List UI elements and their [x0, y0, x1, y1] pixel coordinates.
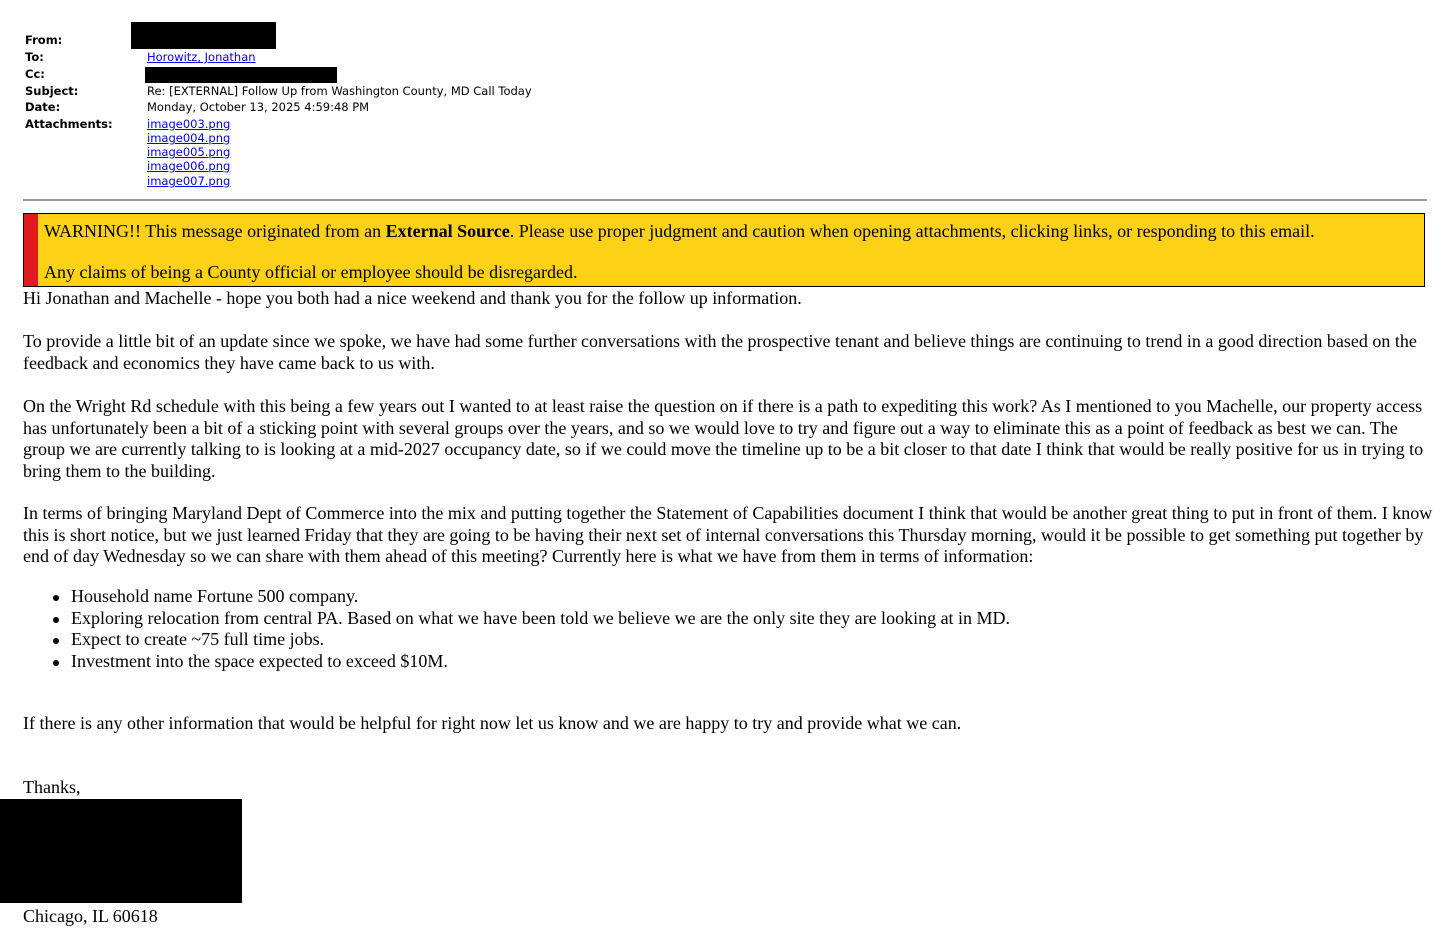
cc-label: Cc:	[25, 67, 45, 81]
attachment-link[interactable]: image005.png	[147, 145, 231, 159]
header-divider	[23, 199, 1427, 201]
subject-label: Subject:	[25, 84, 79, 98]
warning-accent-bar	[24, 214, 38, 286]
signature-location: Chicago, IL 60618	[23, 906, 158, 926]
redacted-cc	[145, 67, 337, 83]
email-paragraph-2: On the Wright Rd schedule with this being a few years out I wanted to at least raise the question on if there is a path to expediting this work? As I mentioned to you Machelle, our property access has unfortunately been a bit of a sticking point with several groups over the years, and so we would love to try and figure out a way to eliminate this as a point of feedback as best we can. The group we are currently talking to is looking at a mid-2027 occupancy date, so if we could move the timeline up to be a bit closer to that date I think that would be really positive for us in trying to bring them to the building.	[23, 396, 1424, 481]
external-warning-banner	[23, 213, 1425, 287]
attachment-link[interactable]: image004.png	[147, 131, 231, 145]
list-item: Household name Fortune 500 company.	[23, 586, 1010, 608]
to-label: To:	[25, 50, 44, 64]
attachment-link[interactable]: image003.png	[147, 117, 231, 131]
email-greeting: Hi Jonathan and Machelle - hope you both had a nice weekend and thank you for the follow up information.	[23, 288, 802, 308]
subject-value: Re: [EXTERNAL] Follow Up from Washington County, MD Call Today	[147, 84, 532, 98]
warning-line-2: Any claims of being a County official or employee should be disregarded.	[44, 262, 578, 282]
date-value: Monday, October 13, 2025 4:59:48 PM	[147, 100, 370, 114]
warning-line-1: WARNING!! This message originated from an External Source. Please use proper judgment and caution when opening attachments, clicking links, or responding to this email.	[44, 221, 1315, 241]
to-recipient-link[interactable]: Horowitz, Jonathan	[147, 50, 256, 64]
list-item: Investment into the space expected to exceed $10M.	[23, 651, 1010, 673]
date-label: Date:	[25, 100, 61, 114]
attachment-link[interactable]: image006.png	[147, 159, 231, 173]
list-item: Expect to create ~75 full time jobs.	[23, 629, 1010, 651]
list-item: Exploring relocation from central PA. Based on what we have been told we believe we are the only site they are looking at in MD.	[23, 608, 1010, 630]
attachments-label: Attachments:	[25, 117, 113, 131]
attachment-link[interactable]: image007.png	[147, 174, 231, 188]
warning-bold-text: External Source	[385, 221, 510, 241]
from-label: From:	[25, 33, 63, 47]
email-paragraph-3: In terms of bringing Maryland Dept of Commerce into the mix and putting together the Statement of Capabilities document I think that would be another great thing to put in front of them. I know this is short notice, but we just learned Friday that they are going to be having their next set of internal conversations this Thursday morning, would it be possible to get something put together by end of day Wednesday so we can share with them ahead of this meeting? Currently here is what we have from them in terms of information:	[23, 503, 1433, 566]
email-closing: Thanks,	[23, 777, 81, 797]
email-paragraph-1: To provide a little bit of an update since we spoke, we have had some further conversations with the prospective tenant and believe things are continuing to trend in a good direction based on the feedback and economics they have came back to us with.	[23, 331, 1417, 373]
email-paragraph-4: If there is any other information that would be helpful for right now let us know and we are happy to try and provide what we can.	[23, 713, 962, 733]
tenant-info-list	[23, 586, 1010, 672]
redacted-sender	[131, 22, 276, 49]
redacted-signature	[0, 799, 242, 903]
